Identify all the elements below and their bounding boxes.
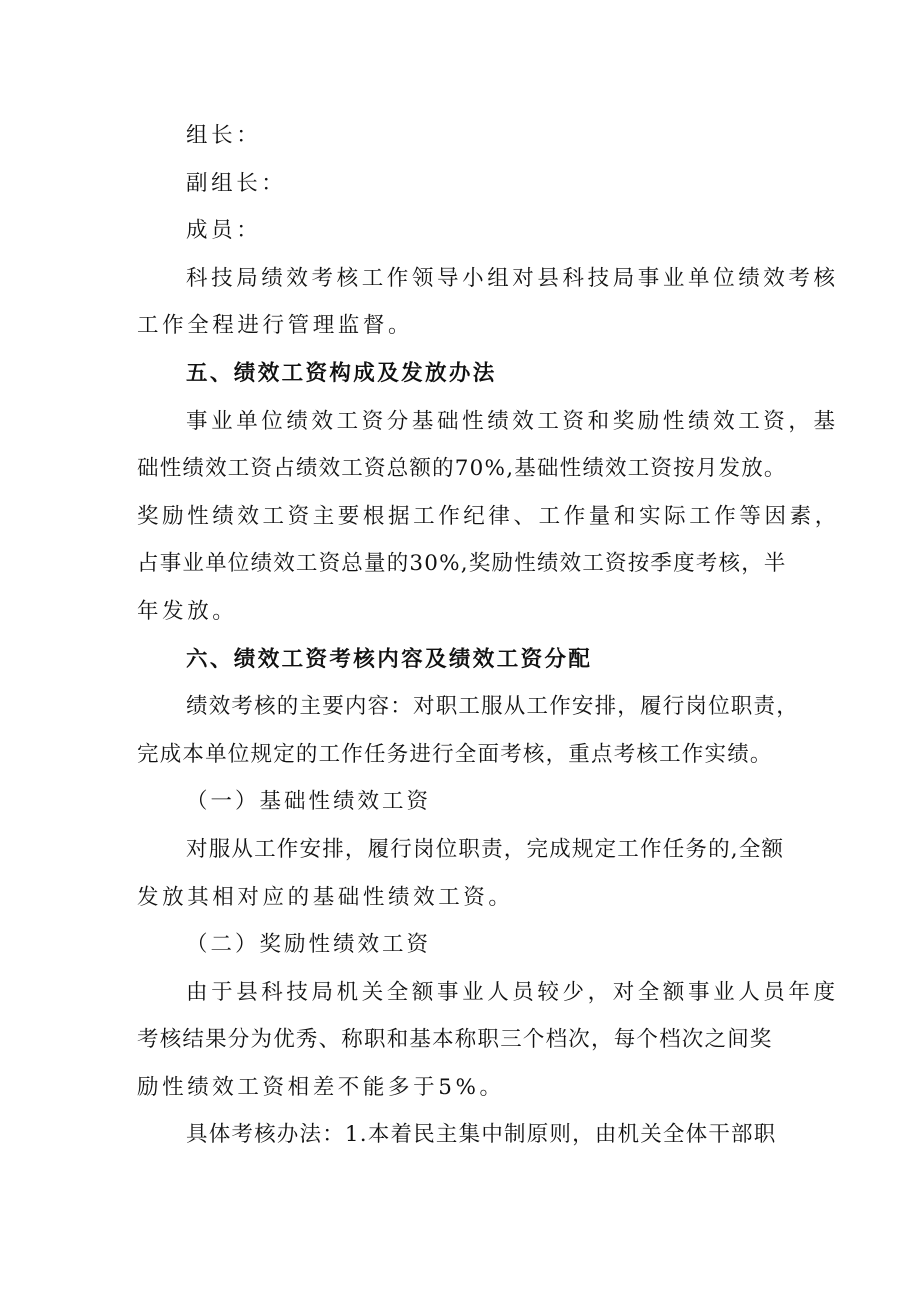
paragraph-line: 年发放。	[137, 598, 238, 624]
paragraph-line: 工作全程进行管理监督。	[137, 313, 414, 339]
section-heading-six: 六、绩效工资考核内容及绩效工资分配	[186, 646, 593, 672]
subsection-heading-two: （二）奖励性绩效工资	[186, 932, 432, 958]
subsection-heading-one: （一）基础性绩效工资	[186, 789, 432, 815]
deputy-leader-label: 副组长：	[186, 170, 287, 196]
section-heading-five: 五、绩效工资构成及发放办法	[186, 360, 497, 386]
document-body	[137, 112, 840, 1159]
paragraph-line: 科技局绩效考核工作领导小组对县科技局事业单位绩效考核	[186, 265, 839, 291]
paragraph-line: 由于县科技局机关全额事业人员较少，对全额事业人员年度	[186, 979, 839, 1005]
leader-label: 组长：	[186, 123, 262, 148]
paragraph-line: 绩效考核的主要内容：对职工服从工作安排，履行岗位职责，	[186, 694, 799, 720]
paragraph-line: 励性绩效工资相差不能多于5%。	[137, 1074, 505, 1100]
paragraph-line: 础性绩效工资占绩效工资总额的70%,基础性绩效工资按月发放。	[137, 456, 787, 482]
paragraph-line: 发放其相对应的基础性绩效工资。	[137, 884, 514, 910]
paragraph-line: 完成本单位规定的工作任务进行全面考核，重点考核工作实绩。	[137, 741, 773, 767]
paragraph-line: 具体考核办法：1.本着民主集中制原则，由机关全体干部职	[186, 1122, 777, 1148]
paragraph-line: 奖励性绩效工资主要根据工作纪律、工作量和实际工作等因素，	[137, 503, 840, 529]
paragraph-line: 对服从工作安排，履行岗位职责，完成规定工作任务的,全额	[186, 836, 785, 862]
paragraph-line: 占事业单位绩效工资总量的30%,奖励性绩效工资按季度考核，半	[137, 551, 787, 577]
paragraph-line: 事业单位绩效工资分基础性绩效工资和奖励性绩效工资，基	[186, 408, 839, 434]
members-label: 成员：	[186, 218, 262, 244]
paragraph-line: 考核结果分为优秀、称职和基本称职三个档次，每个档次之间奖	[137, 1027, 773, 1053]
